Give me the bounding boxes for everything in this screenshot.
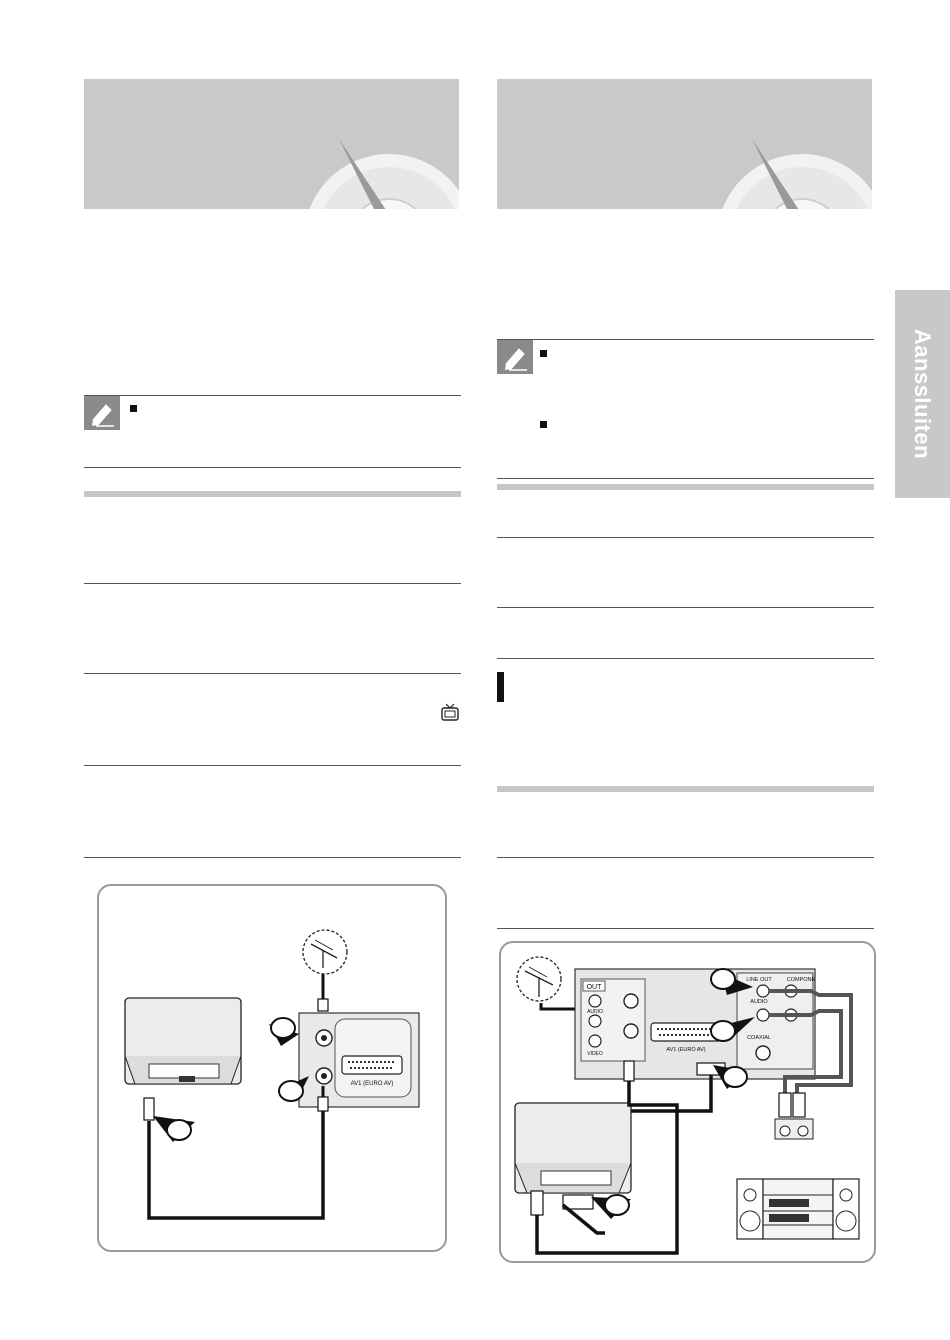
out-label: OUT (586, 984, 602, 991)
right-divider-1 (497, 478, 874, 479)
left-divider-2 (84, 583, 461, 584)
line-out-label: LINE OUT (746, 977, 772, 983)
left-section-bar (84, 491, 461, 497)
stereo-system-icon (737, 1179, 859, 1239)
note-bullet (130, 405, 137, 412)
right-divider-5 (497, 857, 874, 858)
right-divider-6 (497, 928, 874, 929)
left-note-top-rule (84, 395, 461, 396)
side-tab-label: Aanssluiten (910, 328, 936, 460)
disc-icon (84, 79, 459, 209)
note-pencil-icon (497, 340, 533, 374)
component-label: COMPONE (786, 977, 816, 983)
coaxial-label: COAXIAL (747, 1035, 771, 1041)
note-pencil-icon (84, 396, 120, 430)
right-connection-diagram (499, 941, 876, 1263)
right-divider-3 (497, 607, 874, 608)
scart-socket (342, 1056, 402, 1074)
callout-marker (269, 1018, 299, 1046)
left-divider-4 (84, 765, 461, 766)
left-divider-1 (84, 467, 461, 468)
antenna-icon (303, 930, 347, 974)
right-divider-2 (497, 537, 874, 538)
right-note-top-rule (497, 339, 874, 340)
left-header-banner (84, 79, 459, 209)
note-bullet (540, 350, 547, 357)
scart-label: AV1 (EURO AV) (666, 1047, 706, 1053)
video-label: VIDEO (587, 1051, 603, 1057)
note-bullet (540, 421, 547, 428)
disc-icon (497, 79, 872, 209)
left-divider-5 (84, 857, 461, 858)
scart-label: AV1 (EURO AV) (350, 1081, 394, 1087)
left-connection-diagram (97, 884, 447, 1252)
section-side-tab (895, 290, 950, 498)
left-divider-3 (84, 673, 461, 674)
right-divider-4 (497, 658, 874, 659)
section-marker-bar (497, 672, 504, 702)
tv-icon (440, 703, 460, 728)
audio-label: AUDIO (587, 1009, 603, 1015)
callout-marker (153, 1116, 195, 1142)
line-audio-label: AUDIO (750, 999, 768, 1005)
right-header-banner (497, 79, 872, 209)
antenna-icon (517, 957, 561, 1001)
callout-marker (591, 1195, 631, 1219)
right-section-bar (497, 484, 874, 490)
right-section-bar-2 (497, 786, 874, 792)
